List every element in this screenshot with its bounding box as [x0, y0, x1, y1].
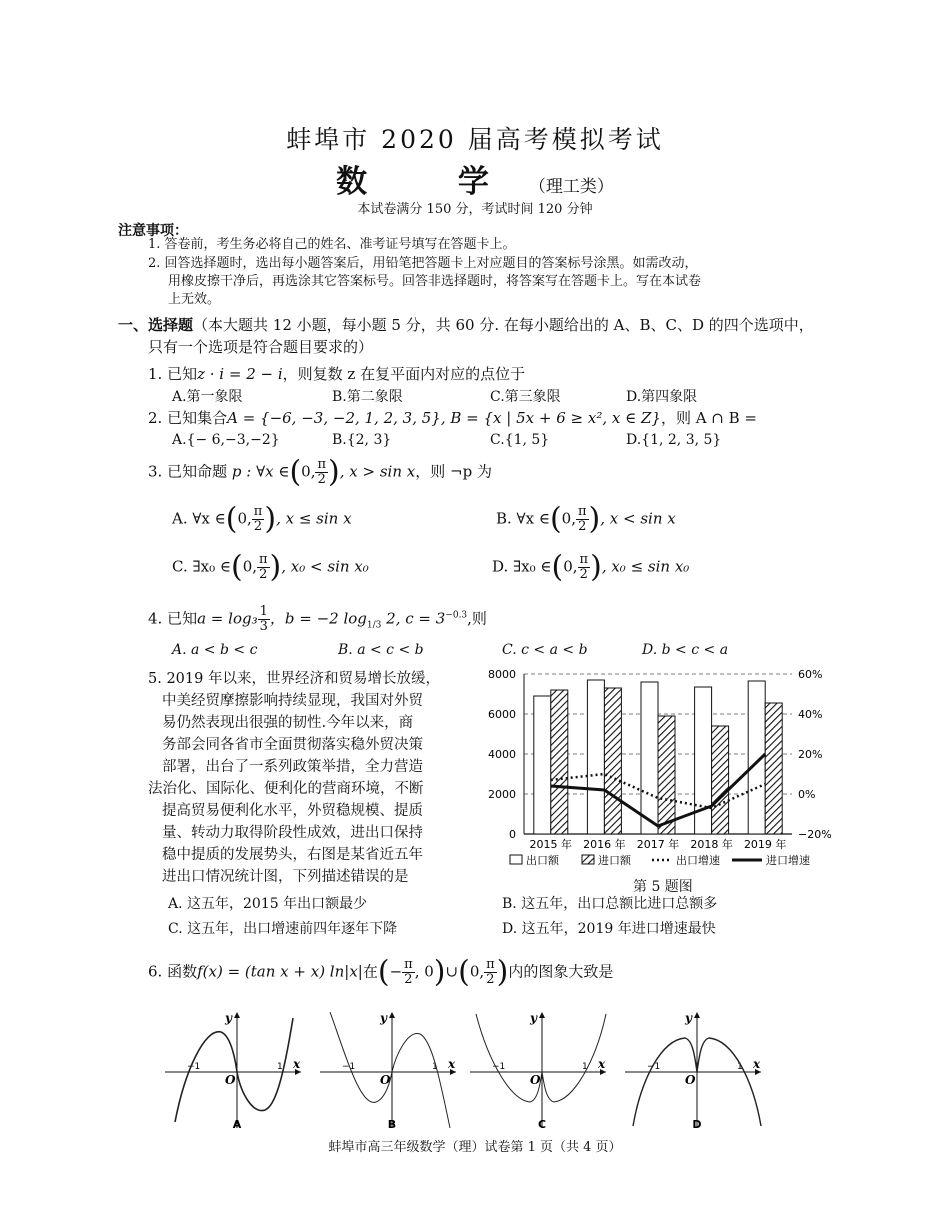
q3-a-two: 2: [253, 519, 263, 534]
q6-int2-left: 0,: [469, 962, 485, 981]
q1-option-c: C.第三象限: [490, 389, 561, 405]
q1-suffix: ，则复数 z 在复平面内对应的点位于: [282, 365, 526, 383]
page-footer: 蚌埠市高三年级数学（理）试卷第 1 页（共 4 页）: [328, 1140, 622, 1155]
y-left-tick: 6000: [488, 708, 516, 721]
origin-label: O: [225, 1073, 236, 1087]
graph-option-a: [165, 1010, 305, 1130]
bar-export: [641, 682, 658, 834]
q4-three: 3: [259, 619, 268, 634]
function-curve: [476, 1014, 606, 1102]
tick-neg-one: −1: [342, 1062, 356, 1072]
q5-option-c: C. 这五年，出口增速前四年逐年下降: [168, 921, 398, 937]
q3-option-d: D. ∃x₀ ∈(0, $\frac{\pi}{2}$ ), x₀ ≤ sin x₀: [492, 549, 690, 585]
x-tick-label: 2017 年: [636, 838, 680, 851]
q3-b-two: 2: [578, 519, 587, 534]
question-5-text: [148, 668, 478, 888]
q2-prefix: 2. 已知集合: [148, 409, 228, 427]
q5-line: 中美经贸摩擦影响持续显现，我国对外贸: [162, 693, 423, 709]
q6-in: 在: [362, 962, 378, 981]
q4-option-a: A. a < b < c: [172, 642, 258, 658]
question-3: 3. 已知命题 p : ∀x ∈(0, $\frac{\pi}{2}$ ), x > sin x，则 ¬p 为: [148, 454, 492, 490]
graph-label: D: [692, 1118, 702, 1130]
q3-pi: π: [317, 457, 327, 472]
y-left-tick: 0: [509, 828, 516, 841]
bar-import: [551, 690, 568, 834]
q6-pi-2: π: [486, 957, 495, 972]
q2-option-a: A.{− 6,−3,−2}: [172, 432, 280, 448]
q4-exponent: −0.3: [445, 610, 468, 621]
x-label: x: [293, 1057, 301, 1071]
bar-import: [604, 688, 621, 834]
origin-label: O: [530, 1073, 541, 1087]
question-1: [148, 364, 525, 384]
q3-a-post: , x ≤ sin x: [276, 509, 352, 528]
y-right-tick: 20%: [798, 748, 823, 761]
graph-label: B: [387, 1118, 397, 1130]
q3-c-pi: π: [259, 552, 268, 567]
q3-suffix: ，则 ¬p 为: [415, 462, 492, 481]
notice-heading: 注意事项：: [118, 223, 188, 239]
subject-category: （理工类）: [528, 177, 614, 197]
q6-function: f(x) = (tan x + x) ln|x|: [197, 962, 363, 981]
q5-option-a: A. 这五年，2015 年出口额最少: [168, 896, 368, 912]
tick-one: 1: [582, 1062, 588, 1072]
q3-prefix: 3. 已知命题: [148, 462, 228, 481]
graph-label: C: [537, 1118, 547, 1130]
notice-item-2: 2. 回答选择题时，选出每小题答案后，用铅笔把答题卡上对应题目的答案标号涂黑。如需改动，: [148, 256, 698, 271]
q2-option-d: D.{1, 2, 3, 5}: [626, 432, 722, 448]
y-label: y: [530, 1011, 537, 1025]
q3-a-pre: A. ∀x ∈: [172, 509, 226, 528]
q3-proposition: p : ∀x ∈: [231, 462, 290, 481]
q6-suffix: 内的图象大致是: [508, 962, 614, 981]
x-tick-label: 2016 年: [583, 838, 626, 851]
q2-option-c: C.{1, 5}: [490, 432, 550, 448]
tick-one: 1: [737, 1062, 743, 1072]
q6-prefix: 6. 函数: [148, 962, 198, 981]
q2-math: A = {−6, −3, −2, 1, 2, 3, 5}, B = {x | 5x + 6 ≥ x², x ∈ Z}: [227, 409, 661, 427]
q3-option-a: A. ∀x ∈(0, $\frac{\pi}{2}$ ), x ≤ sin x: [172, 501, 352, 537]
q1-option-b: B.第二象限: [332, 389, 403, 405]
legend-swatch-export: [510, 855, 522, 864]
bar-export: [534, 696, 551, 834]
q5-line: 量、转动力取得阶段性成效，进出口保持: [162, 825, 423, 841]
tick-one: 1: [432, 1062, 438, 1072]
legend-label: 出口额: [526, 854, 559, 867]
q4-option-b: B. a < c < b: [338, 642, 424, 658]
q4-prefix: 4. 已知: [148, 609, 198, 628]
y-arrow: [234, 1012, 240, 1018]
graph-option-c: [470, 1010, 610, 1130]
q6-two-2: 2: [486, 972, 495, 987]
q4-b-expr: ，b = −2 log: [269, 609, 367, 628]
q5-line: 稳中提质的发展势头，右图是某省近五年: [162, 847, 423, 863]
q3-c-post: , x₀ < sin x₀: [281, 557, 369, 576]
origin-label: O: [380, 1073, 391, 1087]
subject-name: 数 学: [336, 164, 529, 200]
q4-option-c: C. c < a < b: [502, 642, 588, 658]
x-tick-label: 2015 年: [529, 838, 573, 851]
q5-line: 进出口情况统计图，下列描述错误的是: [162, 869, 409, 885]
y-left-tick: 8000: [488, 668, 516, 681]
bar-import: [658, 716, 675, 834]
question-2: [148, 408, 757, 428]
q6-pi-1: π: [404, 957, 413, 972]
figure-caption: 第 5 题图: [633, 879, 693, 895]
bar-import: [712, 726, 729, 834]
q4-one-third: [258, 605, 270, 634]
q5-line: 5. 2019 年以来，世界经济和贸易增长放缓，: [148, 671, 440, 687]
q6-frac-1: [402, 958, 415, 987]
q3-condition: , x > sin x: [339, 462, 416, 481]
x-label: x: [448, 1057, 456, 1071]
q3-d-two: 2: [579, 567, 588, 582]
tick-neg-one: −1: [187, 1062, 201, 1072]
q5-line: 部署，出台了一系列政策举措，全力营造: [162, 759, 423, 775]
q5-option-d: D. 这五年，2019 年进口增速最快: [502, 921, 716, 937]
q3-d-frac: [578, 553, 591, 582]
question-6: 6. 函数f(x) = (tan x + x) ln|x|在(− $\frac{\pi}{2}$ , 0)∪(0, $\frac{\pi}{2}$ )内的图象大致是: [148, 954, 614, 990]
y-right-tick: 40%: [798, 708, 823, 721]
legend-label: 进口增速: [766, 854, 810, 867]
q1-math: z · i = 2 − i: [197, 365, 283, 383]
q3-d-pi: π: [579, 552, 589, 567]
bar-export: [587, 680, 604, 834]
notice-item-1: 1. 答卷前，考生务必将自己的姓名、准考证号填写在答题卡上。: [148, 237, 516, 252]
q3-c-two: 2: [259, 567, 268, 582]
q1-prefix: 1. 已知: [148, 365, 198, 383]
graph-option-d: [625, 1010, 765, 1130]
q6-minus: −: [389, 962, 403, 981]
y-right-tick: 0%: [798, 788, 816, 801]
legend-label: 进口额: [598, 854, 631, 867]
q3-pi-over-2: [315, 458, 328, 487]
tick-neg-one: −1: [647, 1062, 661, 1072]
trade-chart: [476, 664, 846, 876]
y-label: y: [225, 1011, 232, 1025]
q3-b-pi: π: [577, 504, 587, 519]
tick-neg-one: −1: [492, 1062, 506, 1072]
q2-suffix: ，则 A ∩ B =: [660, 409, 758, 427]
subject-heading: [0, 156, 950, 201]
legend-swatch-import: [582, 855, 594, 864]
exam-meta: 本试卷满分 150 分，考试时间 120 分钟: [357, 202, 593, 217]
q6-two-1: 2: [404, 972, 413, 987]
q2-option-b: B.{2, 3}: [332, 432, 392, 448]
q3-b-frac: [576, 505, 589, 534]
section-header: [118, 314, 838, 358]
y-left-tick: 2000: [488, 788, 516, 801]
y-left-tick: 4000: [488, 748, 516, 761]
legend-label: 出口增速: [676, 854, 720, 867]
q4-suffix: ,则: [467, 609, 487, 628]
x-tick-label: 2019 年: [743, 838, 787, 851]
q4-option-d: D. b < c < a: [642, 642, 729, 658]
section-desc-2: 只有一个选项是符合题目要求的）: [148, 338, 374, 356]
q5-line: 提高贸易便利化水平，外贸稳规模、提质: [162, 803, 423, 819]
q4-c-expr: 2, c = 3: [381, 609, 446, 628]
q5-line: 易仍然表现出很强的韧性.今年以来，商: [162, 715, 414, 731]
section-title: 一、选择题: [118, 316, 194, 334]
tick-one: 1: [277, 1062, 283, 1072]
exam-title: 蚌埠市 2020 届高考模拟考试: [286, 125, 664, 154]
x-label: x: [598, 1057, 606, 1071]
notice-item-2-cont: 用橡皮擦干净后，再选涂其它答案标号。回答非选择题时，将答案写在答题卡上。写在本试卷: [168, 274, 702, 289]
y-arrow: [694, 1012, 700, 1018]
q6-frac-2: [484, 958, 497, 987]
q4-a-expr: a = log₃: [197, 609, 258, 628]
q3-d-post: , x₀ ≤ sin x₀: [601, 557, 690, 576]
q1-option-d: D.第四象限: [626, 389, 698, 405]
q5-option-b: B. 这五年，出口总额比进口总额多: [502, 896, 718, 912]
q3-interval-left: 0,: [301, 462, 316, 481]
q4-log-base: 1/3: [366, 620, 382, 631]
q3-a-frac: [252, 505, 265, 534]
y-right-tick: 60%: [798, 668, 823, 681]
y-arrow: [389, 1012, 395, 1018]
y-label: y: [380, 1011, 387, 1025]
graph-label: A: [232, 1118, 242, 1130]
q3-b-pre: B. ∀x ∈: [496, 509, 550, 528]
q6-union: ∪: [445, 962, 459, 981]
q3-option-c: C. ∃x₀ ∈(0, $\frac{\pi}{2}$ ), x₀ < sin x₀: [172, 549, 369, 585]
q3-d-pre: D. ∃x₀ ∈: [492, 557, 552, 576]
q4-one: 1: [259, 604, 268, 619]
q5-line: 法治化、国际化、便利化的营商环境，不断: [148, 781, 424, 797]
notice-item-2-end: 上无效。: [168, 292, 221, 307]
x-label: x: [753, 1057, 761, 1071]
q3-a-pi: π: [253, 504, 263, 519]
q6-int1-right: , 0: [414, 962, 434, 981]
q3-c-pre: C. ∃x₀ ∈: [172, 557, 231, 576]
x-tick-label: 2018 年: [690, 838, 733, 851]
graph-option-b: [320, 1010, 460, 1130]
q3-option-b: B. ∀x ∈(0, $\frac{\pi}{2}$ ), x < sin x: [496, 501, 676, 537]
y-arrow: [539, 1012, 545, 1018]
bar-import: [765, 703, 782, 834]
origin-label: O: [685, 1073, 696, 1087]
q3-b-post: , x < sin x: [600, 509, 676, 528]
q1-option-a: A.第一象限: [172, 389, 243, 405]
q3-c-frac: [257, 553, 270, 582]
question-4: [148, 605, 487, 636]
y-label: y: [685, 1011, 692, 1025]
q3-two: 2: [317, 472, 326, 487]
section-desc: （本大题共 12 小题，每小题 5 分，共 60 分. 在每小题给出的 A、B、C、D 的四个选项中，: [193, 316, 814, 334]
y-right-tick: −20%: [798, 828, 832, 841]
q5-line: 务部会同各省市全面贯彻落实稳外贸决策: [162, 737, 423, 753]
